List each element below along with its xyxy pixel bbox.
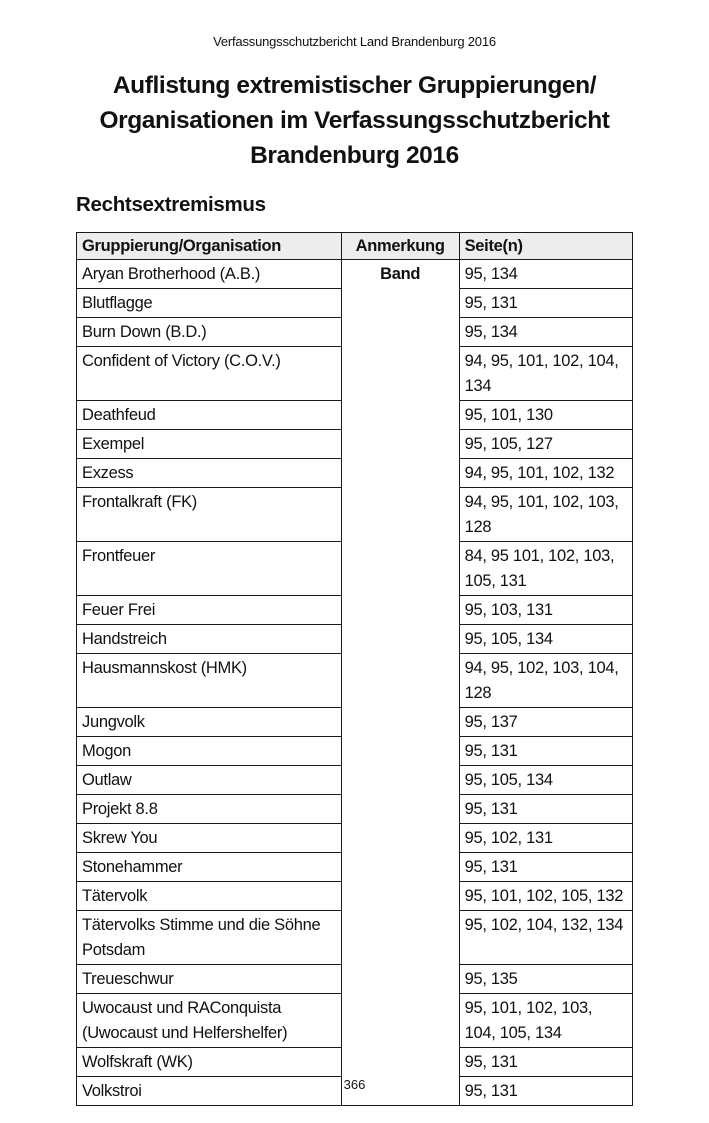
organisation-name-cell: Feuer Frei (77, 596, 342, 625)
pages-cell: 95, 105, 134 (459, 625, 632, 654)
organisation-name-cell: Frontfeuer (77, 542, 342, 596)
pages-cell: 95, 101, 102, 105, 132 (459, 882, 632, 911)
organisation-name-cell: Aryan Brotherhood (A.B.) (77, 260, 342, 289)
column-header-seiten: Seite(n) (459, 233, 632, 260)
running-header: Verfassungsschutzbericht Land Brandenburg 2016 (213, 34, 496, 49)
pages-cell: 95, 134 (459, 318, 632, 347)
pages-cell: 95, 131 (459, 737, 632, 766)
pages-cell: 95, 131 (459, 1077, 632, 1106)
organisation-name-cell: Frontalkraft (FK) (77, 488, 342, 542)
organisation-name-cell: Exempel (77, 430, 342, 459)
page-title-line: Auflistung extremistischer Gruppierungen/ (112, 72, 597, 99)
organisation-name-cell: Treueschwur (77, 965, 342, 994)
page-title-line: Organisationen im Verfassungsschutzbericht (99, 107, 610, 134)
page-title-line: Brandenburg 2016 (250, 142, 459, 169)
pages-cell: 94, 95, 101, 102, 104, 134 (459, 347, 632, 401)
pages-cell: 95, 105, 127 (459, 430, 632, 459)
page-title (40, 68, 669, 173)
organisation-name-cell: Burn Down (B.D.) (77, 318, 342, 347)
table-body (77, 260, 633, 1106)
pages-cell: 94, 95, 102, 103, 104, 128 (459, 654, 632, 708)
annotation-cell: Band (341, 260, 459, 1106)
page-number: 366 (343, 1077, 366, 1092)
organisation-name-cell: Blutflagge (77, 289, 342, 318)
organisation-name-cell: Uwocaust und RAConquista (Uwocaust und Helfershelfer) (77, 994, 342, 1048)
organisation-name-cell: Hausmannskost (HMK) (77, 654, 342, 708)
pages-cell: 95, 131 (459, 1048, 632, 1077)
organisation-name-cell: Volkstroi (77, 1077, 342, 1106)
pages-cell: 95, 135 (459, 965, 632, 994)
pages-cell: 95, 101, 102, 103, 104, 105, 134 (459, 994, 632, 1048)
organisation-name-cell: Confident of Victory (C.O.V.) (77, 347, 342, 401)
pages-cell: 95, 105, 134 (459, 766, 632, 795)
organisation-name-cell: Outlaw (77, 766, 342, 795)
organisation-name-cell: Mogon (77, 737, 342, 766)
pages-cell: 95, 137 (459, 708, 632, 737)
table-row (77, 260, 633, 289)
organisation-name-cell: Projekt 8.8 (77, 795, 342, 824)
organisation-name-cell: Handstreich (77, 625, 342, 654)
table-header-row (77, 233, 633, 260)
column-header-anmerkung: Anmerkung (341, 233, 459, 260)
pages-cell: 95, 103, 131 (459, 596, 632, 625)
organisation-name-cell: Jungvolk (77, 708, 342, 737)
pages-cell: 95, 102, 131 (459, 824, 632, 853)
organisation-name-cell: Deathfeud (77, 401, 342, 430)
pages-cell: 95, 131 (459, 289, 632, 318)
section-heading: Rechtsextremismus (76, 193, 266, 216)
organisation-name-cell: Skrew You (77, 824, 342, 853)
organisation-name-cell: Tätervolk (77, 882, 342, 911)
column-header-organisation: Gruppierung/Organisation (77, 233, 342, 260)
pages-cell: 95, 131 (459, 795, 632, 824)
pages-cell: 95, 131 (459, 853, 632, 882)
pages-cell: 95, 101, 130 (459, 401, 632, 430)
organisation-name-cell: Tätervolks Stimme und die Söhne Potsdam (77, 911, 342, 965)
pages-cell: 84, 95 101, 102, 103, 105, 131 (459, 542, 632, 596)
organisation-name-cell: Wolfskraft (WK) (77, 1048, 342, 1077)
pages-cell: 95, 102, 104, 132, 134 (459, 911, 632, 965)
pages-cell: 95, 134 (459, 260, 632, 289)
pages-cell: 94, 95, 101, 102, 132 (459, 459, 632, 488)
pages-cell: 94, 95, 101, 102, 103, 128 (459, 488, 632, 542)
organisation-name-cell: Exzess (77, 459, 342, 488)
organisation-name-cell: Stonehammer (77, 853, 342, 882)
organizations-table (76, 232, 633, 1106)
